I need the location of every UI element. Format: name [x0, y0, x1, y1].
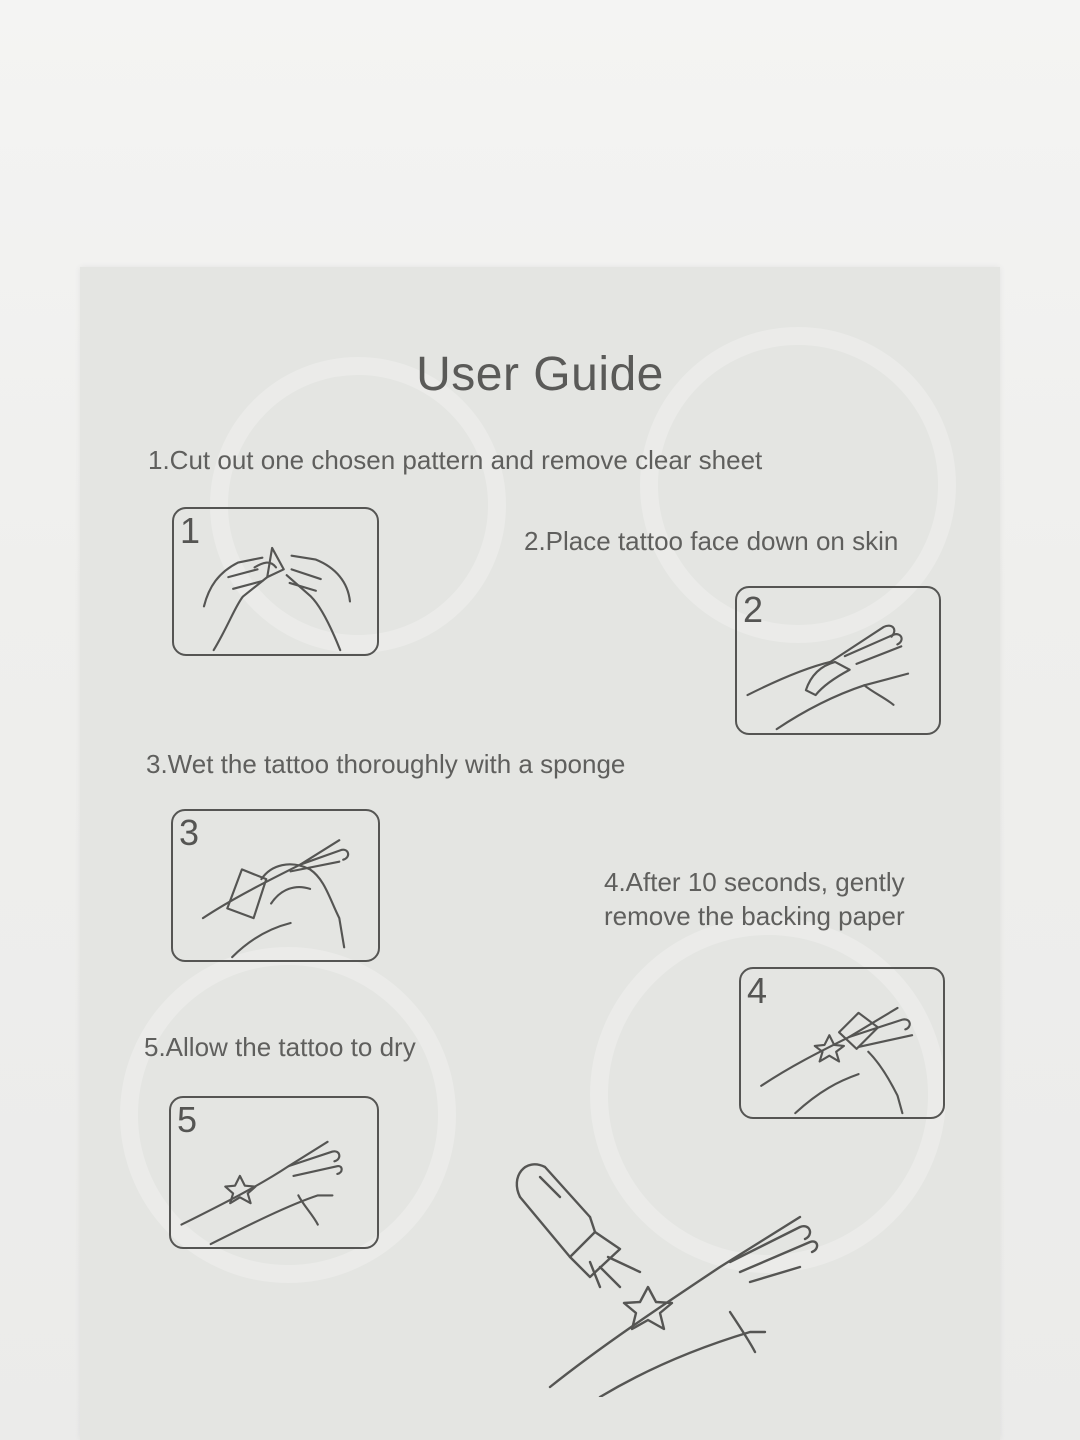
step-3-text: 3.Wet the tattoo thoroughly with a sponge	[146, 749, 626, 779]
step-4-illustration	[739, 967, 945, 1119]
step-2-illustration	[735, 586, 941, 735]
instruction-card	[80, 267, 1000, 1440]
step-4-number: 4	[747, 970, 768, 1011]
step-3-illustration	[171, 809, 380, 962]
step-1-illustration	[172, 507, 379, 656]
step-5-illustration	[169, 1096, 379, 1249]
step-2-number: 2	[743, 589, 764, 630]
step-5-number: 5	[177, 1099, 198, 1140]
step-4-text	[604, 865, 964, 933]
step-5-text: 5.Allow the tattoo to dry	[144, 1032, 416, 1062]
hand-placing-tattoo-icon	[737, 588, 939, 733]
step-2-text: 2.Place tattoo face down on skin	[524, 526, 899, 556]
step-4-text-line2: remove the backing paper	[604, 901, 905, 931]
step-1-number: 1	[180, 510, 201, 551]
page-title: User Guide	[416, 348, 664, 401]
step-3-number: 3	[179, 812, 200, 853]
sponge-wetting-icon	[173, 811, 378, 960]
peeling-backing-paper-icon	[741, 969, 943, 1117]
step-1-text: 1.Cut out one chosen pattern and remove clear sheet	[148, 445, 763, 475]
hand-with-star-tattoo-icon	[171, 1098, 377, 1247]
step-4-text-line1: 4.After 10 seconds, gently	[604, 867, 905, 897]
hands-peeling-icon	[174, 509, 377, 654]
hair-dryer-drying-icon	[500, 1137, 860, 1397]
